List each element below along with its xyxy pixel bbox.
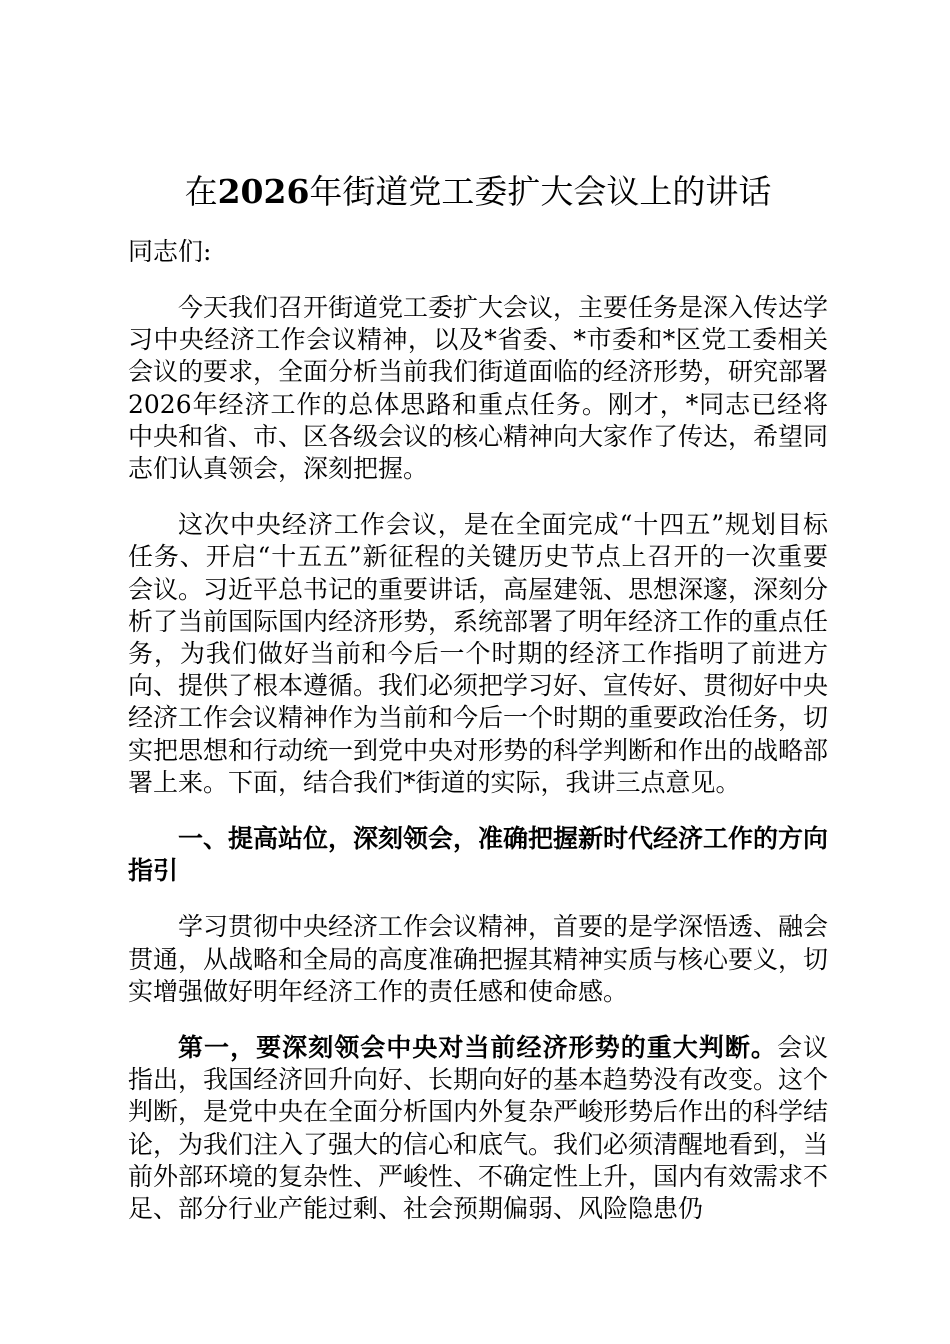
title-suffix: 年街道党工委扩大会议上的讲话 bbox=[309, 172, 772, 211]
paragraph-section-1: 学习贯彻中央经济工作会议精神，首要的是学深悟透、融会贯通，从战略和全局的高度准确把握其精神实质与核心要义，切实增强做好明年经济工作的责任感和使命感。 bbox=[128, 912, 829, 1006]
paragraph-point-1 bbox=[128, 1032, 828, 1225]
salutation: 同志们: bbox=[128, 237, 212, 266]
document-title bbox=[128, 170, 828, 214]
point-1-lead: 第一，要深刻领会中央对当前经济形势的重大判断。 bbox=[178, 1033, 777, 1063]
title-year: 2026 bbox=[217, 172, 310, 211]
title-prefix: 在 bbox=[184, 172, 218, 211]
paragraph-context: 这次中央经济工作会议，是在全面完成“十四五”规划目标任务、开启“十五五”新征程的关键历史节点上召开的一次重要会议。习近平总书记的重要讲话，高屋建瓴、思想深邃，深刻分析了当前国际国内经济形势，系统部署了明年经济工作的重点任务，为我们做好当前和今后一个时期的经济工作指明了前进方向、提供了根本遵循。我们必须把学习好、宣传好、贯彻好中央经济工作会议精神作为当前和今后一个时期的重要政治任务，切实把思想和行动统一到党中央对形势的科学判断和作出的战略部署上来。下面，结合我们*街道的实际，我讲三点意见。 bbox=[128, 510, 829, 797]
paragraph-intro: 今天我们召开街道党工委扩大会议，主要任务是深入传达学习中央经济工作会议精神，以及*省委、*市委和*区党工委相关会议的要求，全面分析当前我们街道面临的经济形势，研究部署2026年经济工作的总体思路和重点任务。刚才，*同志已经将中央和省、市、区各级会议的核心精神向大家作了传达，希望同志们认真领会，深刻把握。 bbox=[128, 293, 829, 484]
section-heading-1: 一、提高站位，深刻领会，准确把握新时代经济工作的方向指引 bbox=[128, 824, 829, 886]
point-1-body: 会议指出，我国经济回升向好、长期向好的基本趋势没有改变。这个判断，是党中央在全面分析国内外复杂严峻形势后作出的科学结论，为我们注入了强大的信心和底气。我们必须清醒地看到，当前外部环境的复杂性、严峻性、不确定性上升，国内有效需求不足、部分行业产能过剩、社会预期偏弱、风险隐患仍 bbox=[128, 1033, 829, 1224]
document-page bbox=[128, 150, 828, 1249]
